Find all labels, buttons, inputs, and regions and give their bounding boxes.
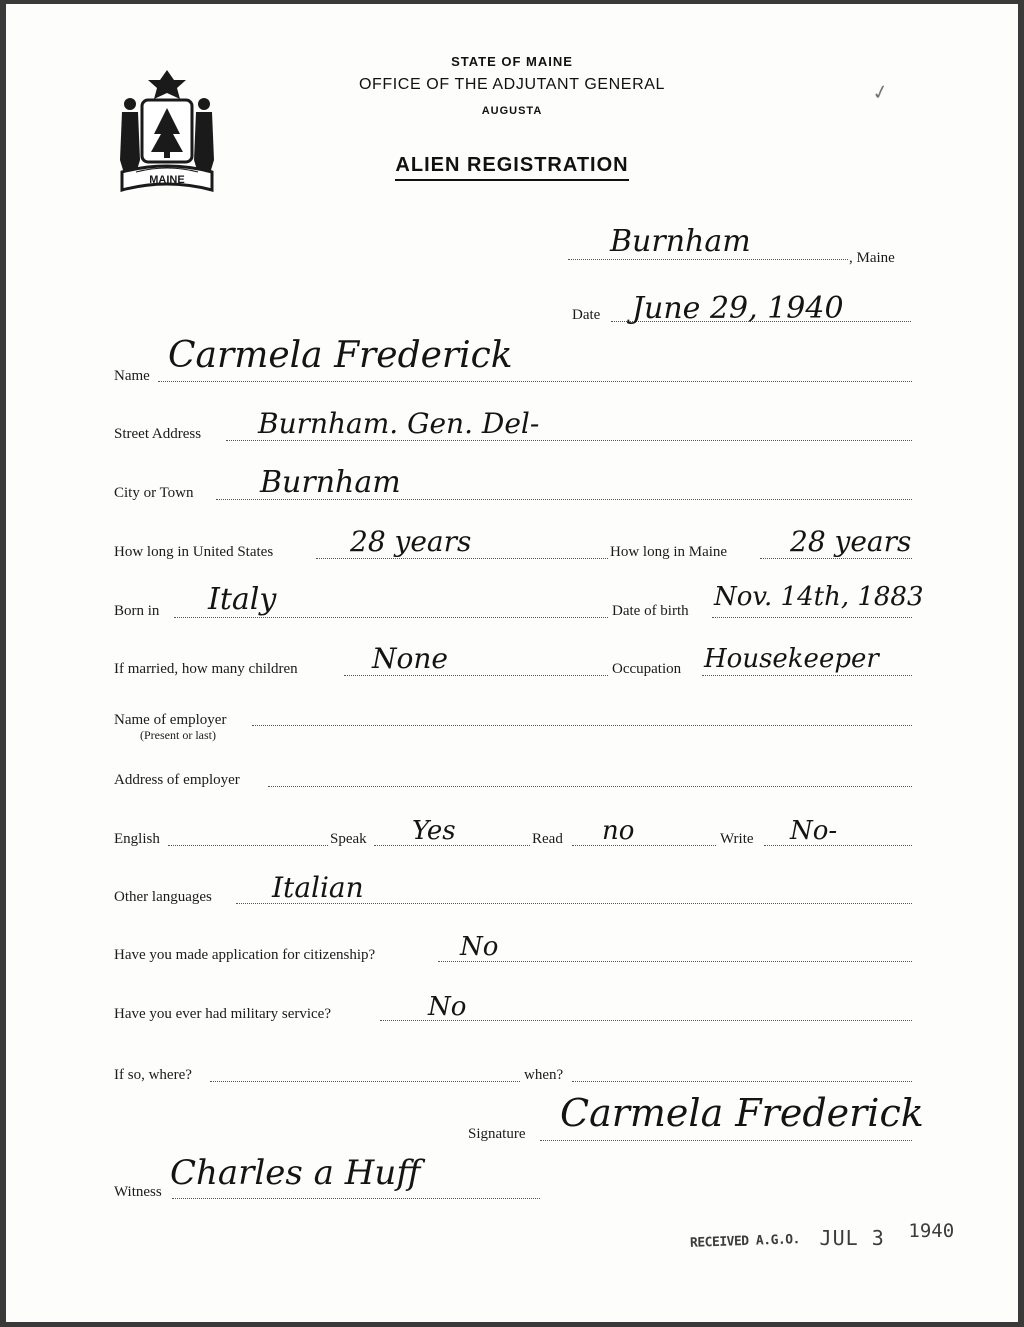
english-label: English [114, 831, 160, 847]
name-label: Name [114, 368, 150, 384]
military-label: Have you ever had military service? [114, 1006, 331, 1022]
citizenship-label: Have you made application for citizenship? [114, 947, 376, 963]
signature-label: Signature [468, 1126, 526, 1142]
employer-label: Name of employer [114, 712, 227, 728]
maine-seal-icon [112, 68, 222, 194]
check-mark: ✓ [869, 78, 892, 106]
town-value: Burnham [610, 224, 751, 259]
witness-value: Charles a Huff [170, 1153, 421, 1193]
employer-note: (Present or last) [140, 728, 216, 742]
children-label: If married, how many children [114, 661, 298, 677]
stamp-date: JUL 3 [819, 1226, 885, 1250]
maine-duration-label: How long in Maine [610, 544, 728, 560]
street-address-value: Burnham. Gen. Del- [258, 407, 540, 440]
where-label: If so, where? [114, 1067, 192, 1083]
date-value: June 29, 1940 [632, 291, 844, 326]
when-label: when? [524, 1067, 564, 1083]
born-in-label: Born in [114, 603, 160, 619]
born-in-value: Italy [208, 582, 277, 617]
form-title: ALIEN REGISTRATION [395, 154, 628, 181]
other-languages-value: Italian [272, 871, 364, 904]
signature-value: Carmela Frederick [560, 1091, 924, 1135]
military-value: No [428, 992, 467, 1022]
city-label: City or Town [114, 485, 194, 501]
citizenship-value: No [460, 932, 499, 962]
state-heading: STATE OF MAINE [451, 54, 573, 69]
speak-label: Speak [330, 831, 367, 847]
office-heading: OFFICE OF THE ADJUTANT GENERAL [358, 76, 666, 93]
stamp-year: 1940 [908, 1220, 955, 1242]
employer-address-label: Address of employer [114, 772, 240, 788]
maine-duration-value: 28 years [790, 525, 912, 558]
town-suffix-label: , Maine [849, 250, 895, 266]
stamp-received: RECEIVED A.G.O. [689, 1232, 801, 1251]
children-value: None [372, 642, 448, 675]
date-label: Date [572, 307, 601, 323]
street-address-label: Street Address [114, 426, 202, 442]
speak-value: Yes [412, 816, 456, 846]
write-value: No- [790, 816, 838, 846]
occupation-value: Housekeeper [704, 644, 879, 674]
write-label: Write [720, 831, 754, 847]
occupation-label: Occupation [612, 661, 682, 677]
seal-motto: MAINE [149, 174, 185, 186]
us-duration-value: 28 years [350, 525, 472, 558]
city-heading: AUGUSTA [481, 105, 543, 117]
date-of-birth-value: Nov. 14th, 1883 [714, 582, 924, 612]
us-duration-label: How long in United States [114, 544, 274, 560]
witness-label: Witness [114, 1184, 162, 1200]
read-label: Read [532, 831, 563, 847]
other-languages-label: Other languages [114, 889, 212, 905]
received-stamp [689, 1220, 955, 1251]
read-value: no [602, 816, 635, 846]
name-value: Carmela Frederick [168, 335, 513, 376]
city-value: Burnham [260, 465, 401, 500]
date-of-birth-label: Date of birth [612, 603, 689, 619]
